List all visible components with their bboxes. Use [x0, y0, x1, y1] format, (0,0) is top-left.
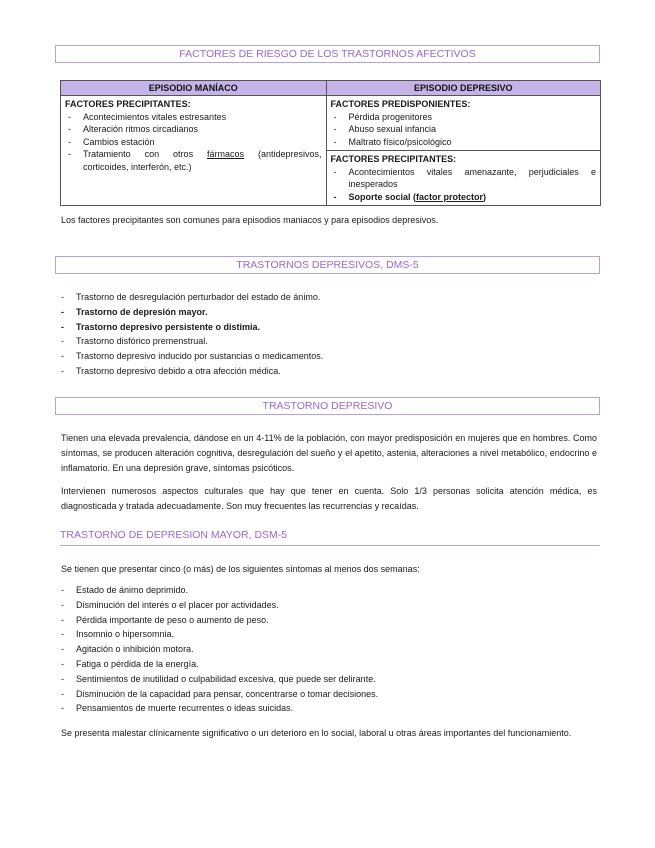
- list-item: - Fatiga o pérdida de la energía.: [61, 657, 601, 672]
- list-item: - Pérdida progenitores: [331, 111, 597, 124]
- section-title-depresion-mayor: TRASTORNO DE DEPRESION MAYOR, DSM-5: [60, 527, 600, 546]
- depressive-disorders-list: [61, 290, 601, 379]
- list-item: - Insomnio o hipersomnia.: [61, 627, 601, 642]
- farmacos-link[interactable]: fármacos: [207, 149, 245, 159]
- list-item: - Alteración ritmos circadianos: [65, 123, 322, 136]
- major-depression-symptoms-list: [61, 583, 601, 716]
- list-item: - Disminución del interés o el placer por actividades.: [61, 598, 601, 613]
- cell-depresivo-precipitantes: [326, 151, 601, 206]
- list-item: - Acontecimientos vitales estresantes: [65, 111, 322, 124]
- cell-depresivo-predisponentes: [326, 96, 601, 151]
- list-item: - Maltrato físico/psicológico: [331, 136, 597, 149]
- list-item: - Pérdida importante de peso o aumento de peso.: [61, 613, 601, 628]
- risk-factors-table: [60, 80, 601, 206]
- column-header-maniaco: EPISODIO MANÍACO: [61, 81, 327, 96]
- list-item: - Cambios estación: [65, 136, 322, 149]
- list-item: - Trastorno depresivo debido a otra afección médica.: [61, 364, 601, 379]
- depresivo-predisponentes-header: FACTORES PREDISPONIENTES:: [330, 99, 471, 109]
- depresivo-precipitantes-header: FACTORES PRECIPITANTES:: [330, 154, 457, 164]
- list-item: - Disminución de la capacidad para pensar, concentrarse o tomar decisiones.: [61, 687, 601, 702]
- cell-maniaco: [61, 96, 327, 206]
- section-title-trastornos-depresivos: TRASTORNOS DEPRESIVOS, DMS-5: [55, 256, 600, 274]
- section-title-trastorno-depresivo: TRASTORNO DEPRESIVO: [55, 397, 600, 415]
- list-item-farmacos: [65, 148, 322, 173]
- paragraph-intro-sintomas: Se tienen que presentar cinco (o más) de los siguientes síntomas al menos dos semanas:: [61, 564, 420, 574]
- list-item: - Sentimientos de inutilidad o culpabilidad excesiva, que puede ser delirante.: [61, 672, 601, 687]
- list-item: - Trastorno de desregulación perturbador del estado de ánimo.: [61, 290, 601, 305]
- list-item: - Acontecimientos vitales amenazante, perjudiciales e inesperados: [331, 166, 597, 191]
- soporte-pre: Soporte social (: [348, 191, 417, 202]
- list-item: - Trastorno de depresión mayor.: [61, 305, 601, 320]
- list-item: - Pensamientos de muerte recurrentes o ideas suicidas.: [61, 701, 601, 716]
- list-item-soporte: [331, 191, 597, 204]
- list-item: - Trastorno depresivo inducido por sustancias o medicamentos.: [61, 349, 601, 364]
- factors-note: Los factores precipitantes son comunes para episodios maniacos y para episodios depresivos.: [61, 215, 439, 225]
- list-item: - Estado de ánimo deprimido.: [61, 583, 601, 598]
- factor-protector-link[interactable]: factor protector: [416, 191, 484, 202]
- maniaco-precipitantes-header: FACTORES PRECIPITANTES:: [65, 99, 191, 109]
- list-item: - Agitación o inhibición motora.: [61, 642, 601, 657]
- column-header-depresivo: EPISODIO DEPRESIVO: [326, 81, 601, 96]
- paragraph-aspectos-culturales: Intervienen numerosos aspectos culturales que hay que tener en cuenta. Solo 1/3 personas solicita atención médica, es diagnosticada y tratada adecuadamente. Son muy frecuentes las recurrencias y recaídas.: [61, 486, 597, 511]
- list-item: - Trastorno disfórico premenstrual.: [61, 334, 601, 349]
- paragraph-prevalencia: Tienen una elevada prevalencia, dándose en un 4-11% de la población, con mayor predisposición en mujeres que en hombres. Como síntomas, se producen alteración cognitiva, desregulación del sueño y el apetito, astenia, alteraciones a nivel metabólico, endocrino e inflamatorio. En una depresión grave, síntomas psicóticos.: [61, 433, 597, 473]
- list-item: - Trastorno depresivo persistente o distimia.: [61, 320, 601, 335]
- soporte-post: ): [483, 191, 487, 202]
- paragraph-malestar-clinico: Se presenta malestar clínicamente significativo o un deterioro en lo social, laboral u otras áreas importantes del funcionamiento.: [61, 728, 572, 738]
- list-item: - Abuso sexual infancia: [331, 123, 597, 136]
- farmacos-pre: Tratamiento con otros: [83, 149, 207, 159]
- farmacos-post: (antidepresivos, corticoides, interferón, etc.): [83, 149, 322, 172]
- section-title-factores-riesgo: FACTORES DE RIESGO DE LOS TRASTORNOS AFECTIVOS: [55, 45, 600, 63]
